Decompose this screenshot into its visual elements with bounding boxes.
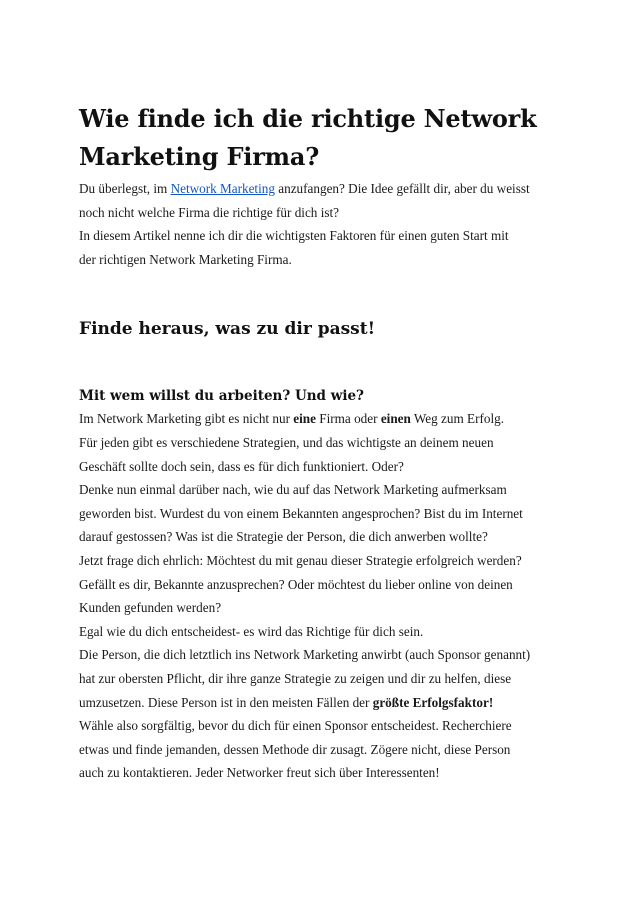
- intro-line: [79, 177, 579, 201]
- body-line: etwas und finde jemanden, dessen Methode dir zusagt. Zögere nicht, diese Person: [79, 741, 511, 757]
- emphasis-text: größte Erfolgsfaktor!: [372, 694, 494, 710]
- body-line: Geschäft sollte doch sein, dass es für dich funktioniert. Oder?: [79, 458, 404, 474]
- emphasis-text: einen: [380, 411, 411, 427]
- body-text: Im Network Marketing gibt es nicht nur: [79, 411, 294, 427]
- sub-heading: Mit wem willst du arbeiten? Und wie?: [79, 388, 364, 405]
- intro-line: der richtigen Network Marketing Firma.: [79, 251, 292, 267]
- body-line: Egal wie du dich entscheidest- es wird das Richtige für dich sein.: [79, 623, 424, 639]
- network-marketing-link[interactable]: Network Marketing: [170, 181, 275, 196]
- article-title: [79, 100, 579, 176]
- body-line: Gefällt es dir, Bekannte anzusprechen? Oder möchtest du lieber online von deinen: [79, 576, 513, 592]
- body-line: [79, 407, 579, 431]
- title-line-2: Marketing Firma?: [79, 142, 320, 171]
- body-line: Denke nun einmal darüber nach, wie du auf das Network Marketing aufmerksam: [79, 482, 507, 498]
- body-line: Jetzt frage dich ehrlich: Möchtest du mit genau dieser Strategie erfolgreich werden?: [79, 552, 522, 568]
- section-heading: Finde heraus, was zu dir passt!: [79, 319, 376, 340]
- emphasis-text: eine: [293, 411, 316, 427]
- body-text: umzusetzen. Diese Person ist in den meisten Fällen der: [79, 694, 373, 710]
- body-line: Die Person, die dich letztlich ins Network Marketing anwirbt (auch Sponsor genannt): [79, 647, 531, 663]
- intro-text: anzufangen? Die Idee gefällt dir, aber du weisst: [274, 181, 530, 196]
- body-line: Wähle also sorgfältig, bevor du dich für einen Sponsor entscheidest. Recherchiere: [79, 718, 512, 734]
- document-page: [79, 100, 579, 785]
- title-line-1: Wie finde ich die richtige Network: [79, 104, 537, 133]
- body-line: hat zur obersten Pflicht, dir ihre ganze Strategie zu zeigen und dir zu helfen, diese: [79, 670, 512, 686]
- body-line: Für jeden gibt es verschiedene Strategien, und das wichtigste an deinem neuen: [79, 434, 494, 450]
- body-line: geworden bist. Wurdest du von einem Bekannten angesprochen? Bist du im Internet: [79, 505, 523, 521]
- body-text: Firma oder: [315, 411, 381, 427]
- body-paragraph: [79, 407, 579, 785]
- intro-line: noch nicht welche Firma die richtige für dich ist?: [79, 204, 340, 220]
- body-line: darauf gestossen? Was ist die Strategie der Person, die dich anwerben wollte?: [79, 529, 488, 545]
- body-line: Kunden gefunden werden?: [79, 600, 222, 616]
- intro-line: In diesem Artikel nenne ich dir die wichtigsten Faktoren für einen guten Start mit: [79, 228, 509, 244]
- body-text: Weg zum Erfolg.: [410, 411, 505, 427]
- intro-text: Du überlegst, im: [79, 181, 171, 196]
- intro-paragraph: [79, 177, 579, 271]
- body-line: [79, 691, 579, 715]
- body-line: auch zu kontaktieren. Jeder Networker freut sich über Interessenten!: [79, 765, 440, 781]
